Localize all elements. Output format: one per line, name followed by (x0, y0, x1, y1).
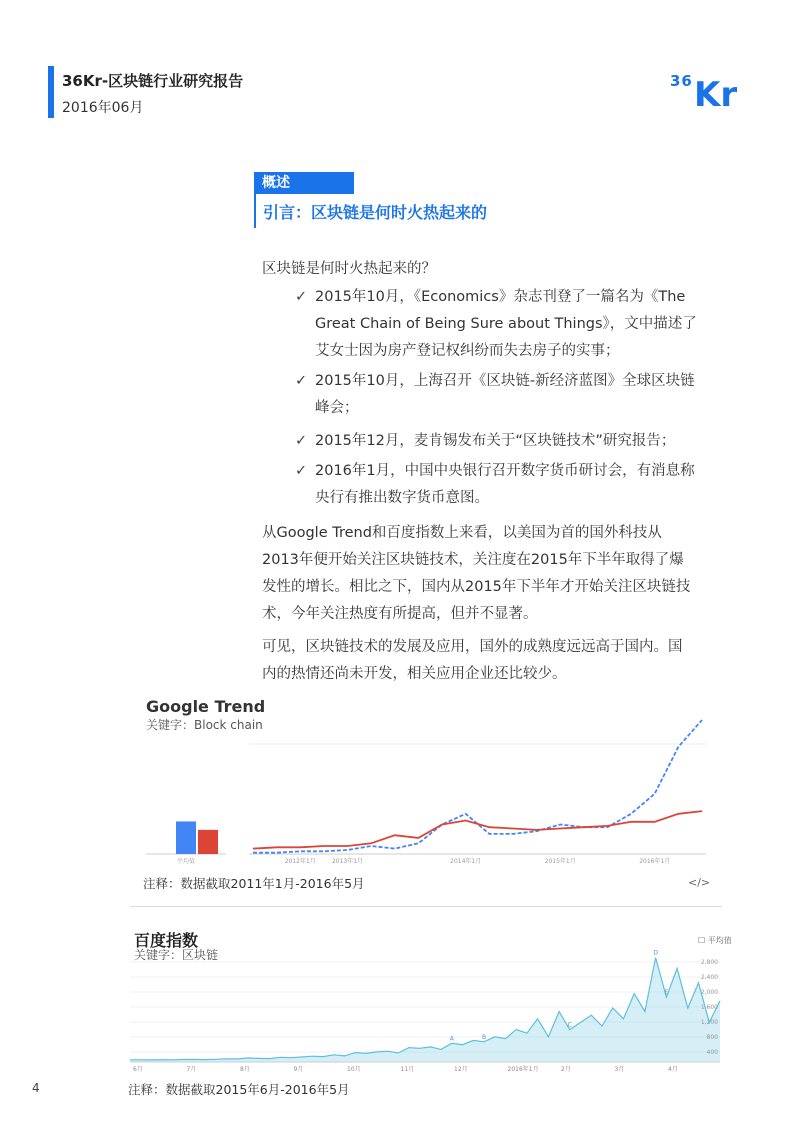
x-tick-label: 6月 (133, 1066, 143, 1073)
google-trend-note: 注释：数据截取2011年1月-2016年5月 (143, 876, 365, 891)
google-trend-title: Google Trend (146, 697, 266, 716)
text-line: 2015年12月，麦肯锡发布关于“区块链技术”研究报告； (315, 433, 676, 449)
y-tick-label: 2,000 (700, 989, 718, 996)
annotation-marker: D (653, 950, 658, 957)
report-date: 2016年06月 (62, 100, 144, 116)
x-tick-label: 2016年1月 (639, 858, 671, 865)
text-line: 内的热情还尚未开发，相关应用企业还比较少。 (262, 666, 567, 682)
text-line: 艾女士因为房产登记权纠纷而失去房子的实事； (315, 343, 620, 359)
checkmark-icon: ✓ (295, 373, 308, 389)
page-number: 4 (32, 1081, 40, 1095)
text-line: 央行有推出数字货币意图。 (315, 490, 489, 506)
baidu-legend: ☐ 平均值 (698, 936, 732, 945)
avg-bar-blue (176, 821, 196, 854)
x-tick-label: 11月 (400, 1066, 415, 1073)
section-subtitle: 引言：区块链是何时火热起来的 (263, 203, 488, 222)
x-tick-label: 2014年1月 (450, 858, 482, 865)
svg-text:36: 36 (670, 72, 693, 90)
paragraph (262, 634, 722, 688)
text-line: 2013年便开始关注区块链技术，关注度在2015年下半年取得了爆 (262, 552, 684, 568)
x-tick-label: 7月 (186, 1066, 197, 1073)
y-tick-label: 400 (706, 1049, 718, 1056)
annotation-marker: E (664, 989, 669, 997)
text-line: 术，今年关注热度有所提高，但并不显著。 (262, 606, 538, 622)
chart-divider (130, 906, 722, 907)
google-trend-keyword: 关键字：Block chain (146, 718, 263, 732)
baidu-index-note: 注释：数据截取2015年6月-2016年5月 (128, 1082, 350, 1097)
x-tick-label: 12月 (454, 1066, 468, 1073)
y-tick-label: 1,600 (700, 1004, 718, 1011)
text-line: Great Chain of Being Sure about Things》，文中描述了 (315, 316, 697, 332)
x-tick-label: 2016年1月 (507, 1066, 539, 1073)
x-tick-label: 8月 (240, 1066, 250, 1073)
x-tick-label: 4月 (668, 1066, 678, 1073)
y-tick-label: 800 (706, 1034, 718, 1041)
list-item-text (315, 428, 720, 455)
baidu-index-chart (126, 950, 722, 1075)
checkmark-icon: ✓ (295, 289, 308, 305)
annotation-marker: A (449, 1035, 454, 1043)
list-item-text (315, 284, 720, 365)
checkmark-icon: ✓ (295, 463, 308, 479)
text-line: 发性的增长。相比之下，国内从2015年下半年才开始关注区块链技 (262, 579, 691, 595)
x-tick-label: 2月 (561, 1066, 571, 1073)
section-label: 概述 (254, 172, 354, 194)
annotation-marker: C (567, 1021, 572, 1029)
text-line: 2015年10月，《Economics》杂志刊登了一篇名为《The (315, 289, 686, 305)
x-tick-label: 3月 (614, 1066, 625, 1073)
checkmark-icon: ✓ (295, 433, 308, 449)
36kr-logo (668, 68, 750, 110)
text-line: 2016年1月，中国中央银行召开数字货币研讨会，有消息称 (315, 463, 695, 479)
google-trend-chart (144, 716, 712, 872)
y-tick-label: 1,200 (700, 1019, 718, 1026)
text-line: 峰会； (315, 400, 359, 416)
text-line: 2015年10月，上海召开《区块链-新经济蓝图》全球区块链 (315, 373, 695, 389)
intro-question: 区块链是何时火热起来的？ (262, 261, 436, 277)
y-tick-label: 2,800 (700, 959, 718, 966)
x-tick-label: 9月 (293, 1066, 304, 1073)
y-tick-label: 2,400 (700, 974, 718, 981)
header-accent-bar (48, 66, 54, 118)
text-line: 从Google Trend和百度指数上来看，以美国为首的国外科技从 (262, 525, 662, 541)
avg-bar-red (198, 830, 218, 854)
avg-label: 平均值 (176, 858, 196, 865)
baidu-legend-label: 平均值 (707, 936, 732, 945)
index-area (130, 958, 720, 1062)
svg-text:Kr: Kr (694, 75, 738, 110)
trend-series-line (253, 811, 702, 849)
annotation-marker: B (481, 1033, 487, 1041)
x-tick-label: 2015年1月 (544, 858, 576, 865)
x-tick-label: 2012年1月 (284, 858, 316, 865)
embed-code-icon[interactable]: </> (688, 876, 711, 889)
report-title: 36Kr-区块链行业研究报告 (62, 72, 244, 90)
paragraph (262, 520, 722, 628)
text-line: 可见，区块链技术的发展及应用，国外的成熟度远远高于国内。国 (262, 639, 683, 655)
baidu-index-keyword: 关键字：区块链 (134, 948, 219, 962)
x-tick-label: 10月 (347, 1066, 361, 1073)
trend-series-line (253, 720, 702, 853)
list-item-text (315, 458, 720, 512)
list-item-text (315, 368, 720, 422)
x-tick-label: 2013年1月 (331, 858, 364, 865)
baidu-index-title: 百度指数 (134, 931, 199, 950)
